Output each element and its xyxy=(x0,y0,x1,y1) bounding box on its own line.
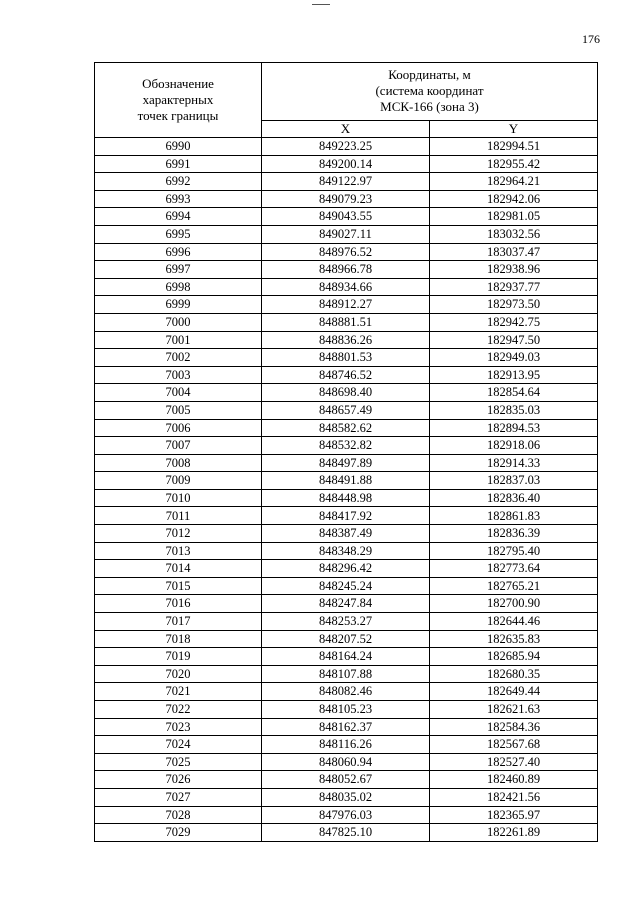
y-coordinate-cell: 183032.56 xyxy=(430,225,598,243)
x-coordinate-cell: 848162.37 xyxy=(262,718,430,736)
x-coordinate-cell: 848657.49 xyxy=(262,401,430,419)
x-coordinate-cell: 848105.23 xyxy=(262,701,430,719)
table-row xyxy=(95,753,598,771)
point-id-cell: 6990 xyxy=(95,138,262,156)
y-coordinate-cell: 182942.75 xyxy=(430,313,598,331)
x-coordinate-cell: 848801.53 xyxy=(262,349,430,367)
x-coordinate-cell: 848107.88 xyxy=(262,665,430,683)
y-coordinate-cell: 182894.53 xyxy=(430,419,598,437)
table-row xyxy=(95,384,598,402)
y-coordinate-cell: 182584.36 xyxy=(430,718,598,736)
point-id-cell: 7002 xyxy=(95,349,262,367)
y-coordinate-cell: 182635.83 xyxy=(430,630,598,648)
x-coordinate-cell: 848497.89 xyxy=(262,454,430,472)
y-coordinate-cell: 182949.03 xyxy=(430,349,598,367)
table-row xyxy=(95,190,598,208)
y-coordinate-cell: 182365.97 xyxy=(430,806,598,824)
point-id-cell: 7026 xyxy=(95,771,262,789)
table-row xyxy=(95,349,598,367)
point-id-cell: 7008 xyxy=(95,454,262,472)
table-row xyxy=(95,560,598,578)
x-coordinate-cell: 848698.40 xyxy=(262,384,430,402)
table-row xyxy=(95,489,598,507)
table-row xyxy=(95,173,598,191)
header-x: X xyxy=(262,120,430,137)
x-coordinate-cell: 848966.78 xyxy=(262,261,430,279)
x-coordinate-cell: 848052.67 xyxy=(262,771,430,789)
table-row xyxy=(95,507,598,525)
x-coordinate-cell: 848881.51 xyxy=(262,313,430,331)
x-coordinate-cell: 848836.26 xyxy=(262,331,430,349)
point-id-cell: 7029 xyxy=(95,824,262,842)
point-id-cell: 6991 xyxy=(95,155,262,173)
x-coordinate-cell: 848348.29 xyxy=(262,542,430,560)
y-coordinate-cell: 182913.95 xyxy=(430,366,598,384)
header-coordinates xyxy=(262,63,598,121)
page-number: 176 xyxy=(582,32,600,46)
header-coordinates-line: МСК-166 (зона 3) xyxy=(380,99,479,115)
x-coordinate-cell: 848247.84 xyxy=(262,595,430,613)
table-body xyxy=(95,138,598,842)
x-coordinate-cell: 848746.52 xyxy=(262,366,430,384)
y-coordinate-cell: 182854.64 xyxy=(430,384,598,402)
point-id-cell: 7009 xyxy=(95,472,262,490)
y-coordinate-cell: 182836.39 xyxy=(430,525,598,543)
table-row xyxy=(95,665,598,683)
y-coordinate-cell: 182937.77 xyxy=(430,278,598,296)
y-coordinate-cell: 182685.94 xyxy=(430,648,598,666)
y-coordinate-cell: 182918.06 xyxy=(430,437,598,455)
x-coordinate-cell: 848532.82 xyxy=(262,437,430,455)
x-coordinate-cell: 848296.42 xyxy=(262,560,430,578)
y-coordinate-cell: 182955.42 xyxy=(430,155,598,173)
table-row xyxy=(95,155,598,173)
point-id-cell: 6994 xyxy=(95,208,262,226)
table-row xyxy=(95,472,598,490)
point-id-cell: 7024 xyxy=(95,736,262,754)
x-coordinate-cell: 849200.14 xyxy=(262,155,430,173)
x-coordinate-cell: 849122.97 xyxy=(262,173,430,191)
table-row xyxy=(95,261,598,279)
point-id-cell: 7014 xyxy=(95,560,262,578)
scan-mark xyxy=(312,4,330,5)
table-row xyxy=(95,313,598,331)
header-coordinates-line: (система координат xyxy=(375,83,484,99)
table-row xyxy=(95,806,598,824)
y-coordinate-cell: 182700.90 xyxy=(430,595,598,613)
x-coordinate-cell: 849043.55 xyxy=(262,208,430,226)
table-row xyxy=(95,419,598,437)
table-row xyxy=(95,208,598,226)
y-coordinate-cell: 182994.51 xyxy=(430,138,598,156)
y-coordinate-cell: 182649.44 xyxy=(430,683,598,701)
y-coordinate-cell: 182567.68 xyxy=(430,736,598,754)
point-id-cell: 7000 xyxy=(95,313,262,331)
y-coordinate-cell: 182795.40 xyxy=(430,542,598,560)
point-id-cell: 7001 xyxy=(95,331,262,349)
point-id-cell: 7027 xyxy=(95,788,262,806)
header-designation xyxy=(95,63,262,138)
point-id-cell: 7017 xyxy=(95,613,262,631)
table-row xyxy=(95,718,598,736)
table-row xyxy=(95,701,598,719)
table-row xyxy=(95,595,598,613)
point-id-cell: 7007 xyxy=(95,437,262,455)
table-row xyxy=(95,225,598,243)
point-id-cell: 7004 xyxy=(95,384,262,402)
table-row xyxy=(95,278,598,296)
table-row xyxy=(95,824,598,842)
table-row xyxy=(95,138,598,156)
point-id-cell: 7023 xyxy=(95,718,262,736)
table-row xyxy=(95,366,598,384)
x-coordinate-cell: 848934.66 xyxy=(262,278,430,296)
table-row xyxy=(95,771,598,789)
point-id-cell: 7010 xyxy=(95,489,262,507)
point-id-cell: 7019 xyxy=(95,648,262,666)
table-row xyxy=(95,331,598,349)
x-coordinate-cell: 848912.27 xyxy=(262,296,430,314)
x-coordinate-cell: 849223.25 xyxy=(262,138,430,156)
y-coordinate-cell: 182460.89 xyxy=(430,771,598,789)
x-coordinate-cell: 848082.46 xyxy=(262,683,430,701)
y-coordinate-cell: 182981.05 xyxy=(430,208,598,226)
point-id-cell: 7003 xyxy=(95,366,262,384)
point-id-cell: 7005 xyxy=(95,401,262,419)
x-coordinate-cell: 848164.24 xyxy=(262,648,430,666)
point-id-cell: 6992 xyxy=(95,173,262,191)
header-designation-line: точек границы xyxy=(137,108,219,123)
y-coordinate-cell: 182938.96 xyxy=(430,261,598,279)
table-row xyxy=(95,296,598,314)
y-coordinate-cell: 182644.46 xyxy=(430,613,598,631)
table-row xyxy=(95,788,598,806)
header-designation-line: Обозначение xyxy=(142,76,214,91)
y-coordinate-cell: 182836.40 xyxy=(430,489,598,507)
y-coordinate-cell: 182835.03 xyxy=(430,401,598,419)
x-coordinate-cell: 848060.94 xyxy=(262,753,430,771)
point-id-cell: 7013 xyxy=(95,542,262,560)
x-coordinate-cell: 848582.62 xyxy=(262,419,430,437)
coordinates-table xyxy=(94,62,598,842)
point-id-cell: 7016 xyxy=(95,595,262,613)
x-coordinate-cell: 848387.49 xyxy=(262,525,430,543)
x-coordinate-cell: 848448.98 xyxy=(262,489,430,507)
x-coordinate-cell: 849027.11 xyxy=(262,225,430,243)
point-id-cell: 7012 xyxy=(95,525,262,543)
table-row xyxy=(95,525,598,543)
x-coordinate-cell: 848207.52 xyxy=(262,630,430,648)
x-coordinate-cell: 849079.23 xyxy=(262,190,430,208)
y-coordinate-cell: 182261.89 xyxy=(430,824,598,842)
point-id-cell: 6996 xyxy=(95,243,262,261)
header-designation-line: характерных xyxy=(142,92,214,107)
table-row xyxy=(95,542,598,560)
x-coordinate-cell: 848245.24 xyxy=(262,577,430,595)
table-row xyxy=(95,243,598,261)
x-coordinate-cell: 847825.10 xyxy=(262,824,430,842)
y-coordinate-cell: 182680.35 xyxy=(430,665,598,683)
x-coordinate-cell: 848253.27 xyxy=(262,613,430,631)
header-coordinates-line: Координаты, м xyxy=(388,67,471,83)
y-coordinate-cell: 182861.83 xyxy=(430,507,598,525)
point-id-cell: 7028 xyxy=(95,806,262,824)
point-id-cell: 7015 xyxy=(95,577,262,595)
point-id-cell: 6998 xyxy=(95,278,262,296)
table-row xyxy=(95,437,598,455)
y-coordinate-cell: 182964.21 xyxy=(430,173,598,191)
point-id-cell: 7025 xyxy=(95,753,262,771)
table-row xyxy=(95,401,598,419)
x-coordinate-cell: 848491.88 xyxy=(262,472,430,490)
x-coordinate-cell: 848417.92 xyxy=(262,507,430,525)
point-id-cell: 7022 xyxy=(95,701,262,719)
y-coordinate-cell: 183037.47 xyxy=(430,243,598,261)
point-id-cell: 6993 xyxy=(95,190,262,208)
y-coordinate-cell: 182621.63 xyxy=(430,701,598,719)
point-id-cell: 6997 xyxy=(95,261,262,279)
y-coordinate-cell: 182942.06 xyxy=(430,190,598,208)
y-coordinate-cell: 182914.33 xyxy=(430,454,598,472)
header-y: Y xyxy=(430,120,598,137)
point-id-cell: 6995 xyxy=(95,225,262,243)
table-row xyxy=(95,577,598,595)
y-coordinate-cell: 182765.21 xyxy=(430,577,598,595)
y-coordinate-cell: 182947.50 xyxy=(430,331,598,349)
table-row xyxy=(95,683,598,701)
point-id-cell: 7011 xyxy=(95,507,262,525)
y-coordinate-cell: 182973.50 xyxy=(430,296,598,314)
y-coordinate-cell: 182421.56 xyxy=(430,788,598,806)
y-coordinate-cell: 182837.03 xyxy=(430,472,598,490)
table-row xyxy=(95,630,598,648)
y-coordinate-cell: 182773.64 xyxy=(430,560,598,578)
x-coordinate-cell: 848976.52 xyxy=(262,243,430,261)
x-coordinate-cell: 847976.03 xyxy=(262,806,430,824)
point-id-cell: 7020 xyxy=(95,665,262,683)
table-row xyxy=(95,454,598,472)
y-coordinate-cell: 182527.40 xyxy=(430,753,598,771)
x-coordinate-cell: 848035.02 xyxy=(262,788,430,806)
point-id-cell: 7006 xyxy=(95,419,262,437)
point-id-cell: 7021 xyxy=(95,683,262,701)
point-id-cell: 7018 xyxy=(95,630,262,648)
point-id-cell: 6999 xyxy=(95,296,262,314)
x-coordinate-cell: 848116.26 xyxy=(262,736,430,754)
table-row xyxy=(95,736,598,754)
table-row xyxy=(95,648,598,666)
table-row xyxy=(95,613,598,631)
